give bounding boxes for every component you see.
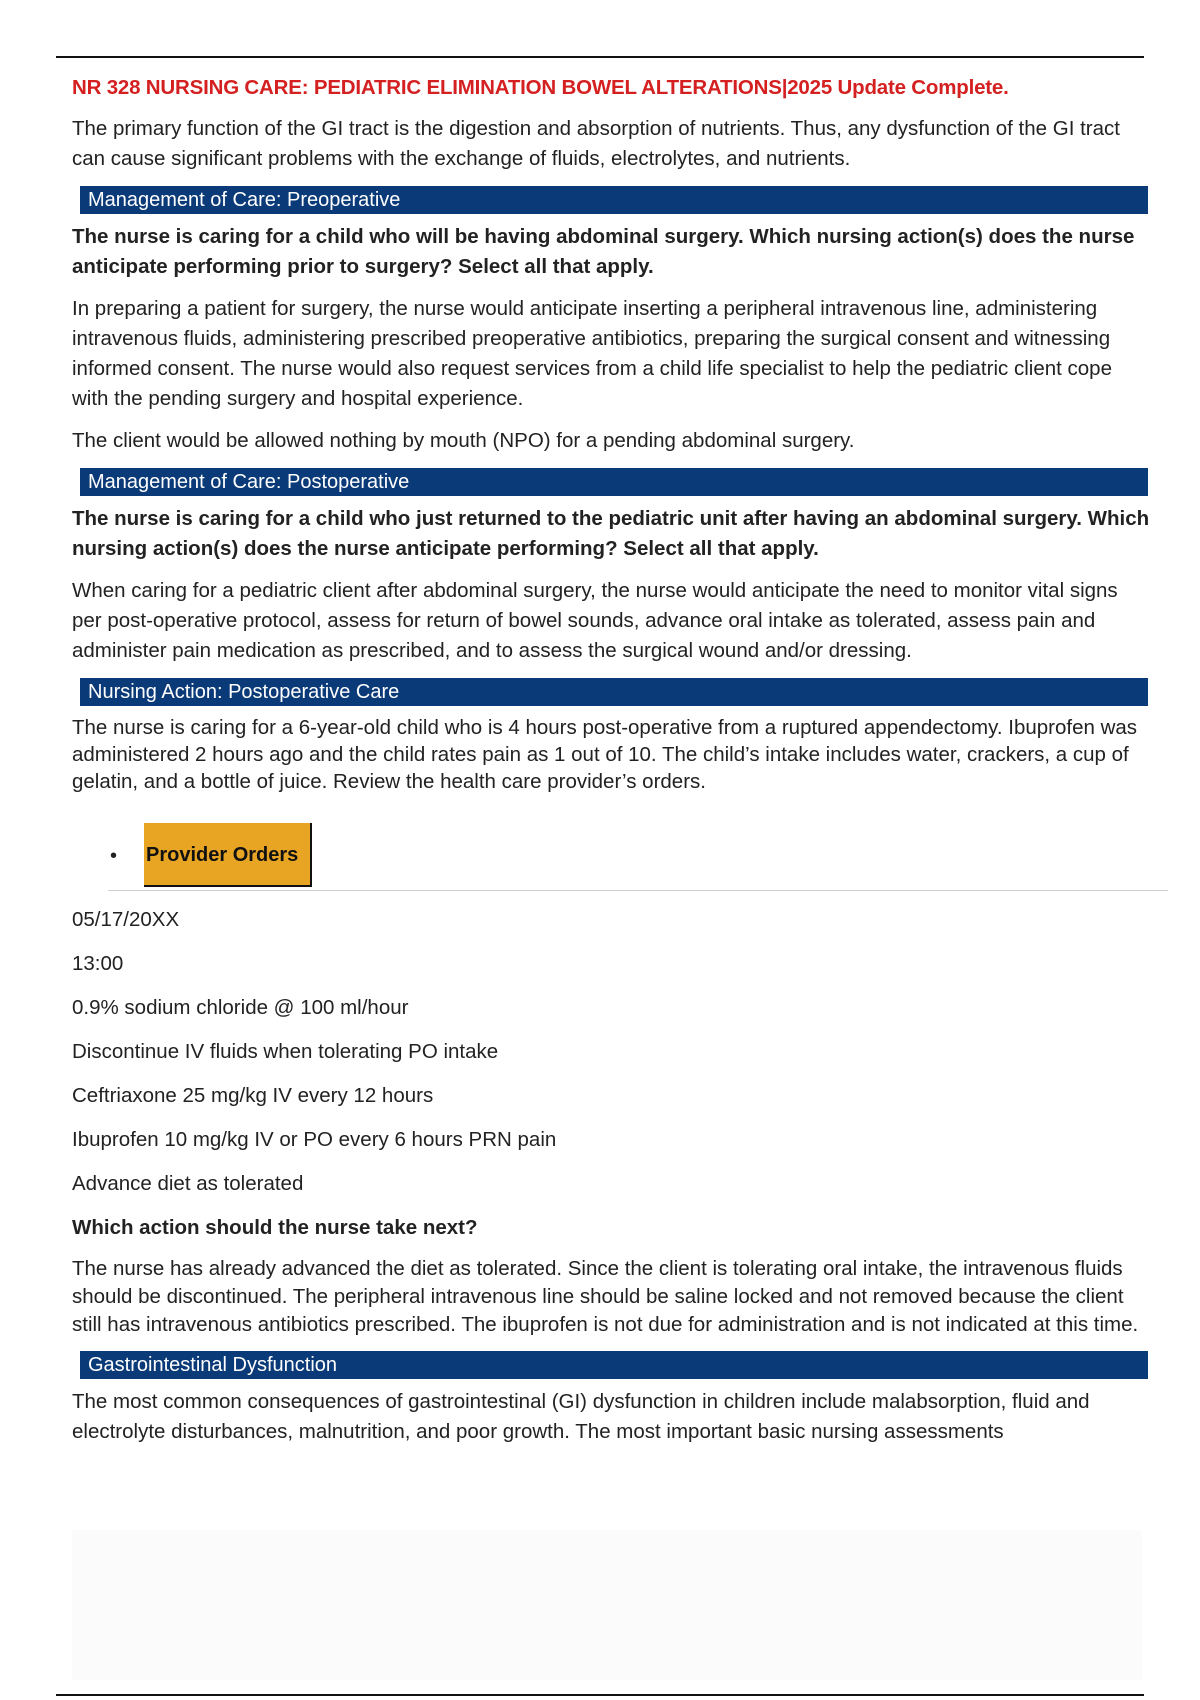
postop-care-question: Which action should the nurse take next? xyxy=(72,1216,478,1239)
tab-provider-orders[interactable]: Provider Orders xyxy=(144,823,312,887)
postoperative-question: The nurse is caring for a child who just returned to the pediatric unit after having an abdominal surgery. Which nursing action(s) does the nurse anticipate performing? Select all that apply. xyxy=(72,507,1150,560)
order-item: Advance diet as tolerated xyxy=(72,1172,304,1195)
tab-underline xyxy=(108,890,1168,891)
section-heading-preoperative: Management of Care: Preoperative xyxy=(80,186,1148,214)
preoperative-answer: In preparing a patient for surgery, the nurse would anticipate inserting a peripheral intravenous line, administering intravenous fluids, administering prescribed preoperative antibiotics, preparing the surgical consent and witnessing informed consent. The nurse would also request services from a child life specialist to help the pediatric client cope with the pending surgery and hospital experience. xyxy=(72,297,1112,410)
section-heading-gi-dysfunction: Gastrointestinal Dysfunction xyxy=(80,1351,1148,1379)
faded-content-area xyxy=(72,1530,1142,1680)
preoperative-question: The nurse is caring for a child who will be having abdominal surgery. Which nursing action(s) does the nurse anticipate performing prior to surgery? Select all that apply. xyxy=(72,225,1135,278)
order-item: Ibuprofen 10 mg/kg IV or PO every 6 hours PRN pain xyxy=(72,1128,557,1151)
order-item: Ceftriaxone 25 mg/kg IV every 12 hours xyxy=(72,1084,434,1107)
intro-paragraph: The primary function of the GI tract is the digestion and absorption of nutrients. Thus, any dysfunction of the GI tract can cause significant problems with the exchange of fluids, electrolytes, and nutrients. xyxy=(72,117,1120,170)
top-rule xyxy=(56,56,1144,58)
postop-care-scenario: The nurse is caring for a 6-year-old child who is 4 hours post-operative from a ruptured appendectomy. Ibuprofen was administered 2 hours ago and the child rates pain as 1 out of 10. The child’s intake includes water, crackers, a cup of gelatin, and a bottle of juice. Review the health care provider’s orders. xyxy=(72,716,1138,793)
postop-care-answer: The nurse has already advanced the diet as tolerated. Since the client is tolerating oral intake, the intravenous fluids should be discontinued. The peripheral intravenous line should be saline locked and not removed because the client still has intravenous antibiotics prescribed. The ibuprofen is not due for administration and is not indicated at this time. xyxy=(72,1257,1139,1336)
bottom-rule xyxy=(56,1694,1144,1696)
document-page xyxy=(72,70,1152,1459)
bullet-icon: • xyxy=(110,845,118,867)
postoperative-answer: When caring for a pediatric client after abdominal surgery, the nurse would anticipate the need to monitor vital signs per post-operative protocol, assess for return of bowel sounds, advance oral intake as tolerated, assess pain and administer pain medication as prescribed, and to assess the surgical wound and/or dressing. xyxy=(72,579,1118,662)
section-heading-postop-care: Nursing Action: Postoperative Care xyxy=(80,678,1148,706)
order-time: 13:00 xyxy=(72,952,124,975)
preoperative-npo-note: The client would be allowed nothing by mouth (NPO) for a pending abdominal surgery. xyxy=(72,429,855,452)
document-title: NR 328 NURSING CARE: PEDIATRIC ELIMINATION BOWEL ALTERATIONS|2025 Update Complete. xyxy=(72,76,1009,99)
section-heading-postoperative: Management of Care: Postoperative xyxy=(80,468,1148,496)
provider-orders-list xyxy=(72,905,1152,1199)
order-item: Discontinue IV fluids when tolerating PO intake xyxy=(72,1040,499,1063)
provider-orders-tabbar xyxy=(72,823,1152,891)
gi-dysfunction-text: The most common consequences of gastrointestinal (GI) dysfunction in children include malabsorption, fluid and electrolyte disturbances, malnutrition, and poor growth. The most important basic nursing assessments xyxy=(72,1390,1090,1443)
order-date: 05/17/20XX xyxy=(72,908,180,931)
order-item: 0.9% sodium chloride @ 100 ml/hour xyxy=(72,996,409,1019)
